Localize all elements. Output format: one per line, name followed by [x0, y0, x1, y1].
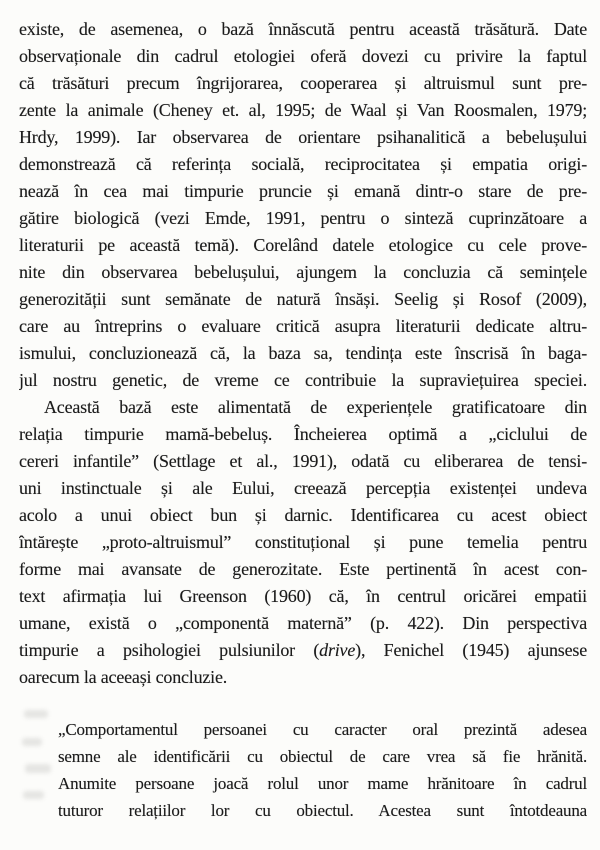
text-line: ismului, concluzionează că, la baza sa, tendința este înscrisă în baga-: [19, 343, 587, 363]
text-line: forme mai avansate de generozitate. Este pertinentă în acest con-: [19, 559, 587, 579]
text-line: text afirmația lui Greenson (1960) că, în centrul oricărei empatii: [19, 586, 587, 606]
quote-line: semne ale identificării cu obiectul de care vrea să fie hrănită.: [58, 747, 587, 766]
paragraph-1: [19, 16, 587, 394]
quote-line: tuturor relațiilor lor cu obiectul. Acestea sunt întotdeauna: [58, 801, 587, 820]
text-line: generozității sunt semănate de natură însăși. Seelig și Rosof (2009),: [19, 289, 587, 309]
text-line: Hrdy, 1999). Iar observarea de orientare psihanalitică a bebelușului: [19, 127, 587, 147]
text-line: oarecum la aceeași concluzie.: [19, 667, 228, 687]
text-line: zente la animale (Cheney et. al, 1995; de Waal și Van Roosmalen, 1979;: [19, 100, 587, 120]
text-line: acolo a unui obiect bun și darnic. Identificarea cu acest obiect: [19, 505, 587, 525]
text-segment: ), Fenichel (1945) ajunsese: [355, 640, 587, 660]
quote-line: „Comportamentul persoanei cu caracter oral prezintă adesea: [58, 720, 587, 739]
text-line: uni instinctuale și ale Eului, creează percepția existenței undeva: [19, 478, 587, 498]
text-line-with-italic: [19, 637, 587, 664]
text-line: gătire biologică (vezi Emde, 1991, pentru o sinteză cuprinzătoare a: [19, 208, 587, 228]
text-line: nează în cea mai timpurie pruncie și emană dintr-o stare de pre-: [19, 181, 587, 201]
text-line: întărește „proto-altruismul” constituțional și pune temelia pentru: [19, 532, 587, 552]
text-line: demonstrează că referința socială, reciprocitatea și empatia origi-: [19, 154, 587, 174]
text-line: relația timpurie mamă-bebeluș. Încheierea optimă a „ciclului de: [19, 424, 587, 444]
block-quote: [58, 716, 587, 824]
text-line: nite din observarea bebelușului, ajungem la concluzia că semințele: [19, 262, 587, 282]
text-line: Această bază este alimentată de experiențele gratificatoare din: [44, 397, 587, 417]
text-segment: timpurie a psihologiei pulsiunilor (: [19, 640, 320, 660]
text-line: existe, de asemenea, o bază înnăscută pentru această trăsătură. Date: [19, 19, 587, 39]
italic-term: drive: [319, 640, 356, 660]
quote-line: Anumite persoane joacă rolul unor mame hrănitoare în cadrul: [58, 774, 587, 793]
text-line: că trăsături precum îngrijorarea, cooperarea și altruismul sunt pre-: [19, 73, 587, 93]
text-line: umane, există o „componentă maternă” (p. 422). Din perspectiva: [19, 613, 587, 633]
text-column: [19, 16, 587, 824]
paragraph-2: [19, 394, 587, 691]
text-line: literaturii pe această temă). Corelând datele etologice cu cele prove-: [19, 235, 587, 255]
text-line: care au întreprins o evaluare critică asupra literaturii dedicate altru-: [19, 316, 587, 336]
text-line: observaționale din cadrul etologiei oferă dovezi cu privire la faptul: [19, 46, 587, 66]
text-line: cereri infantile” (Settlage et al., 1991), odată cu eliberarea de tensi-: [19, 451, 587, 471]
text-line: jul nostru genetic, de vreme ce contribuie la supraviețuirea speciei.: [19, 370, 587, 390]
